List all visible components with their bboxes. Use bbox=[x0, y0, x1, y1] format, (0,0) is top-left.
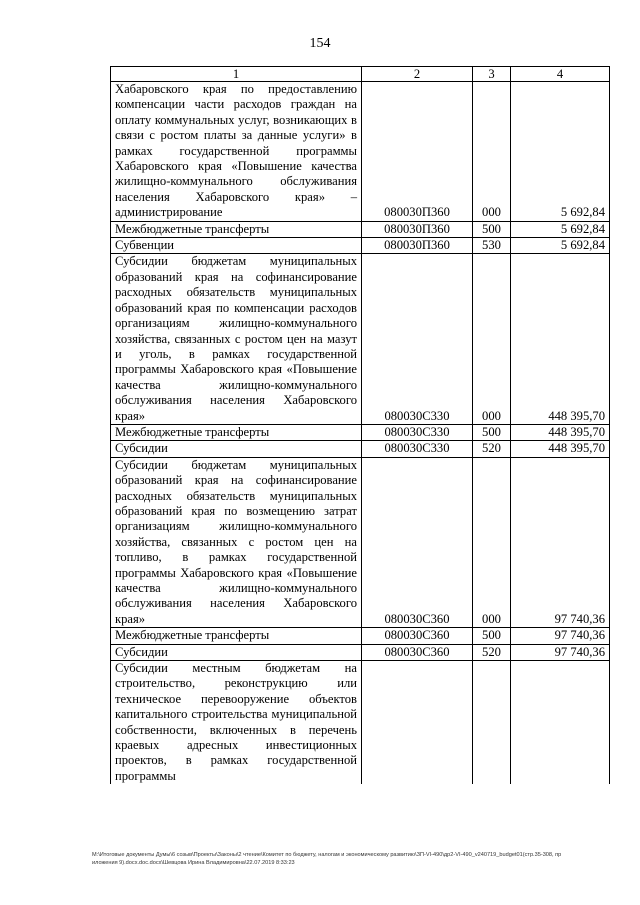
row-name: Межбюджетные трансферты bbox=[111, 221, 362, 237]
table-row bbox=[111, 221, 610, 237]
table-row bbox=[111, 628, 610, 644]
row-code: 080030С330 bbox=[362, 254, 473, 424]
row-code: 080030С360 bbox=[362, 628, 473, 644]
row-amount: 97 740,36 bbox=[511, 628, 610, 644]
row-code: 080030П360 bbox=[362, 82, 473, 222]
footer-file-path: M:\Итоговые документы Думы\6 созыв\Проекты\Законы\2 чтение\Комитет по бюджету, налогам и экономическому развитию\ЗП-VI-490\др2-VI-490_v240719_budget01(стр.35-308, приложения 9).docx.doc.docx\Шевцова Ирина Владимировна\22.07.2019 8:33:23 bbox=[92, 852, 562, 866]
row-amount: 5 692,84 bbox=[511, 238, 610, 254]
table-row bbox=[111, 424, 610, 440]
row-name: Межбюджетные трансферты bbox=[111, 628, 362, 644]
row-amount: 97 740,36 bbox=[511, 644, 610, 660]
row-code: 080030С360 bbox=[362, 644, 473, 660]
row-code bbox=[362, 661, 473, 785]
row-kind bbox=[473, 661, 511, 785]
table-row bbox=[111, 644, 610, 660]
row-code: 080030П360 bbox=[362, 221, 473, 237]
row-kind: 520 bbox=[473, 644, 511, 660]
row-kind: 000 bbox=[473, 82, 511, 222]
row-kind: 520 bbox=[473, 441, 511, 457]
row-name: Субсидии bbox=[111, 644, 362, 660]
row-kind: 530 bbox=[473, 238, 511, 254]
row-amount: 5 692,84 bbox=[511, 82, 610, 222]
row-name: Субсидии бюджетам муниципальных образований края на софинансирование расходных обязательств муниципальных образований края по компенсации расходов организациям жилищно-коммунального хозяйства, связанных с ростом цен на мазут и уголь, в рамках государственной программы Хабаровского края «Повышение качества жилищно-коммунального обслуживания населения Хабаровского края» bbox=[111, 254, 362, 424]
row-kind: 000 bbox=[473, 254, 511, 424]
row-amount: 448 395,70 bbox=[511, 254, 610, 424]
row-name: Межбюджетные трансферты bbox=[111, 424, 362, 440]
row-name: Хабаровского края по предоставлению компенсации части расходов граждан на оплату коммунальных услуг, возникающих в связи с ростом платы за данные услуги» в рамках государственной программы Хабаровского края «Повышение качества жилищно-коммунального обслуживания населения Хабаровского края» – администрирование bbox=[111, 82, 362, 222]
table-row bbox=[111, 238, 610, 254]
header-col-4: 4 bbox=[511, 67, 610, 82]
table-header-row bbox=[111, 67, 610, 82]
row-name: Субвенции bbox=[111, 238, 362, 254]
row-kind: 500 bbox=[473, 221, 511, 237]
table-row bbox=[111, 441, 610, 457]
row-code: 080030С330 bbox=[362, 441, 473, 457]
page-number: 154 bbox=[309, 36, 331, 51]
row-amount: 97 740,36 bbox=[511, 457, 610, 627]
row-kind: 000 bbox=[473, 457, 511, 627]
row-amount bbox=[511, 661, 610, 785]
row-name: Субсидии бюджетам муниципальных образований края на софинансирование расходных обязательств муниципальных образований края по возмещению затрат организациям жилищно-коммунального хозяйства, связанных с ростом цен на топливо, в рамках государственной программы Хабаровского края «Повышение качества жилищно-коммунального обслуживания населения Хабаровского края» bbox=[111, 457, 362, 627]
table-row bbox=[111, 254, 610, 424]
header-col-1: 1 bbox=[111, 67, 362, 82]
header-col-3: 3 bbox=[473, 67, 511, 82]
table-row bbox=[111, 82, 610, 222]
table-row bbox=[111, 661, 610, 785]
row-name: Субсидии bbox=[111, 441, 362, 457]
row-kind: 500 bbox=[473, 628, 511, 644]
budget-table bbox=[110, 66, 610, 784]
row-code: 080030П360 bbox=[362, 238, 473, 254]
row-name: Субсидии местным бюджетам на строительство, реконструкцию или техническое перевооружение объектов капитального строительства муниципальной собственности, включенных в перечень краевых адресных инвестиционных проектов, в рамках государственной программы bbox=[111, 661, 362, 785]
table-row bbox=[111, 457, 610, 627]
row-code: 080030С330 bbox=[362, 424, 473, 440]
header-col-2: 2 bbox=[362, 67, 473, 82]
row-amount: 5 692,84 bbox=[511, 221, 610, 237]
row-amount: 448 395,70 bbox=[511, 424, 610, 440]
row-code: 080030С360 bbox=[362, 457, 473, 627]
row-kind: 500 bbox=[473, 424, 511, 440]
row-amount: 448 395,70 bbox=[511, 441, 610, 457]
